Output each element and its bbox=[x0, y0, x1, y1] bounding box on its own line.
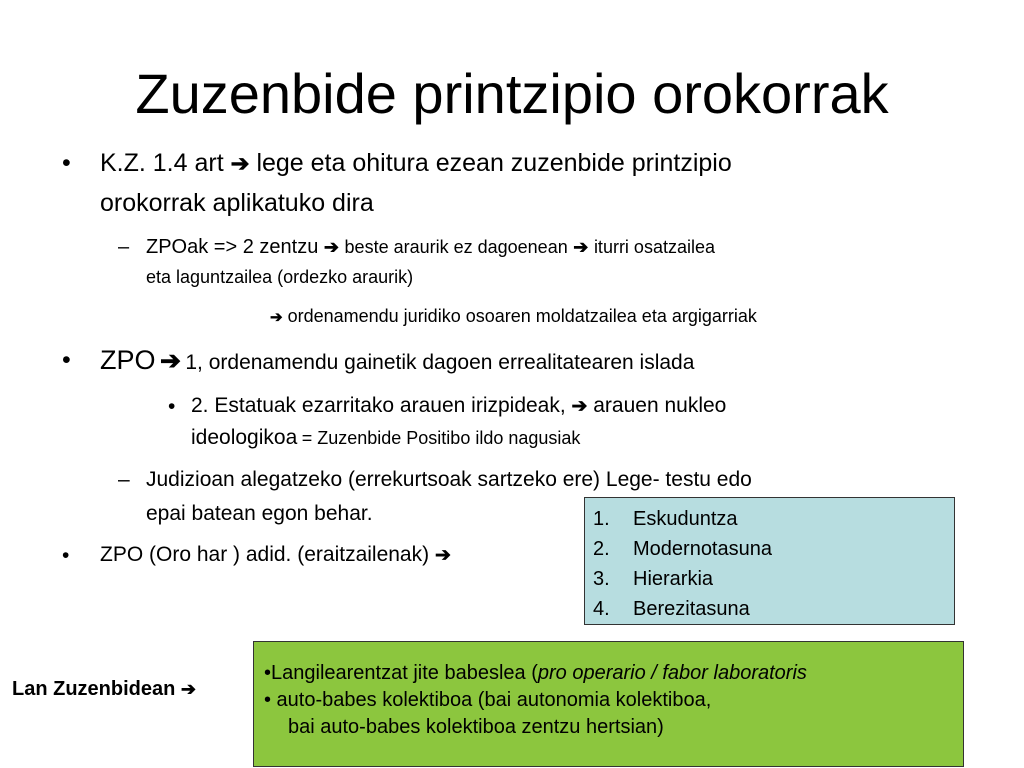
lan-label-text: Lan Zuzenbidean bbox=[12, 678, 176, 700]
sub-3-line-1: Judizioan alegatzeko (errekurtsoak sartzeko ere) Lege- testu edo bbox=[146, 468, 752, 491]
green-line-1-b: pro operario / fabor laboratoris bbox=[537, 662, 807, 684]
bullet-2-ref: ZPO bbox=[100, 345, 156, 375]
principle-label: Eskuduntza bbox=[633, 508, 738, 530]
sub-1-part-c: iturri osatzailea bbox=[593, 237, 715, 257]
sub-2-part-c: ideologikoa bbox=[191, 426, 298, 449]
sub-2-line-1 bbox=[191, 391, 726, 422]
principles-list-box bbox=[584, 497, 955, 625]
principle-label: Berezitasuna bbox=[633, 598, 750, 620]
bullet-dot: • bbox=[168, 395, 176, 418]
sub-2-part-b: arauen nukleo bbox=[593, 394, 727, 417]
sub-1-line-2: eta laguntzailea (ordezko araurik) bbox=[146, 267, 414, 287]
page-title: Zuzenbide printzipio orokorrak bbox=[135, 62, 889, 125]
arrow-icon: ➔ bbox=[270, 309, 283, 326]
sub-2-part-a: 2. Estatuak ezarritako arauen irizpideak, bbox=[191, 394, 566, 417]
sub-1-line-3-text: ordenamendu juridiko osoaren moldatzailea eta argigarriak bbox=[287, 306, 757, 326]
principles-list bbox=[585, 498, 954, 624]
green-line-1 bbox=[264, 660, 963, 687]
principle-item bbox=[593, 534, 954, 564]
sub-1-line-3 bbox=[270, 303, 757, 331]
sub-3-line-2: epai batean egon behar. bbox=[146, 502, 373, 525]
principle-number: 1. bbox=[593, 508, 610, 530]
bullet-1-line-2: orokorrak aplikatuko dira bbox=[100, 189, 374, 217]
principle-number: 2. bbox=[593, 538, 610, 560]
sub-1-part-a: ZPOak => 2 zentzu bbox=[146, 236, 319, 258]
bullet-3-text: ZPO (Oro har ) adid. (eraitzailenak) bbox=[100, 543, 430, 566]
arrow-icon: ➔ bbox=[323, 237, 339, 257]
bullet-dot: • bbox=[62, 544, 70, 567]
principle-item bbox=[593, 504, 954, 534]
bullet-2-text: 1, ordenamendu gainetik dagoen errealitatearen islada bbox=[185, 351, 695, 374]
bullet-2-line bbox=[100, 341, 694, 384]
bullet-1-ref: K.Z. 1.4 art bbox=[100, 149, 224, 177]
bullet-dot: • bbox=[62, 346, 71, 374]
principle-item bbox=[593, 594, 954, 624]
principle-number: 3. bbox=[593, 568, 610, 590]
arrow-icon: ➔ bbox=[159, 347, 181, 375]
lan-zuzenbidean-label bbox=[12, 675, 196, 703]
sub-2-line-2 bbox=[191, 423, 580, 455]
dash-bullet: – bbox=[118, 468, 130, 491]
principle-number: 4. bbox=[593, 598, 610, 620]
arrow-icon: ➔ bbox=[434, 545, 451, 566]
sub-1-part-b: beste araurik ez dagoenean bbox=[344, 237, 568, 257]
sub-1-line-1 bbox=[146, 233, 715, 261]
green-line-2: • auto-babes kolektiboa (bai autonomia kolektiboa, bbox=[264, 689, 712, 711]
principle-label: Hierarkia bbox=[633, 568, 714, 590]
green-line-3: bai auto-babes kolektiboa zentzu hertsian) bbox=[288, 716, 664, 738]
green-line-1-a: •Langilearentzat jite babeslea ( bbox=[264, 662, 538, 684]
arrow-icon: ➔ bbox=[573, 237, 589, 257]
arrow-icon: ➔ bbox=[571, 396, 588, 417]
arrow-icon: ➔ bbox=[180, 679, 196, 699]
sub-2-part-d: = Zuzenbide Positibo ildo nagusiak bbox=[301, 428, 581, 448]
bullet-1-line-1 bbox=[100, 146, 732, 181]
bullet-1-text: lege eta ohitura ezean zuzenbide printzipio bbox=[256, 149, 732, 177]
principle-label: Modernotasuna bbox=[633, 538, 772, 560]
bullet-3-line bbox=[100, 540, 451, 571]
arrow-icon: ➔ bbox=[230, 151, 250, 176]
dash-bullet: – bbox=[118, 236, 130, 258]
bullet-dot: • bbox=[62, 149, 71, 177]
labor-law-box bbox=[253, 641, 964, 767]
principle-item bbox=[593, 564, 954, 594]
